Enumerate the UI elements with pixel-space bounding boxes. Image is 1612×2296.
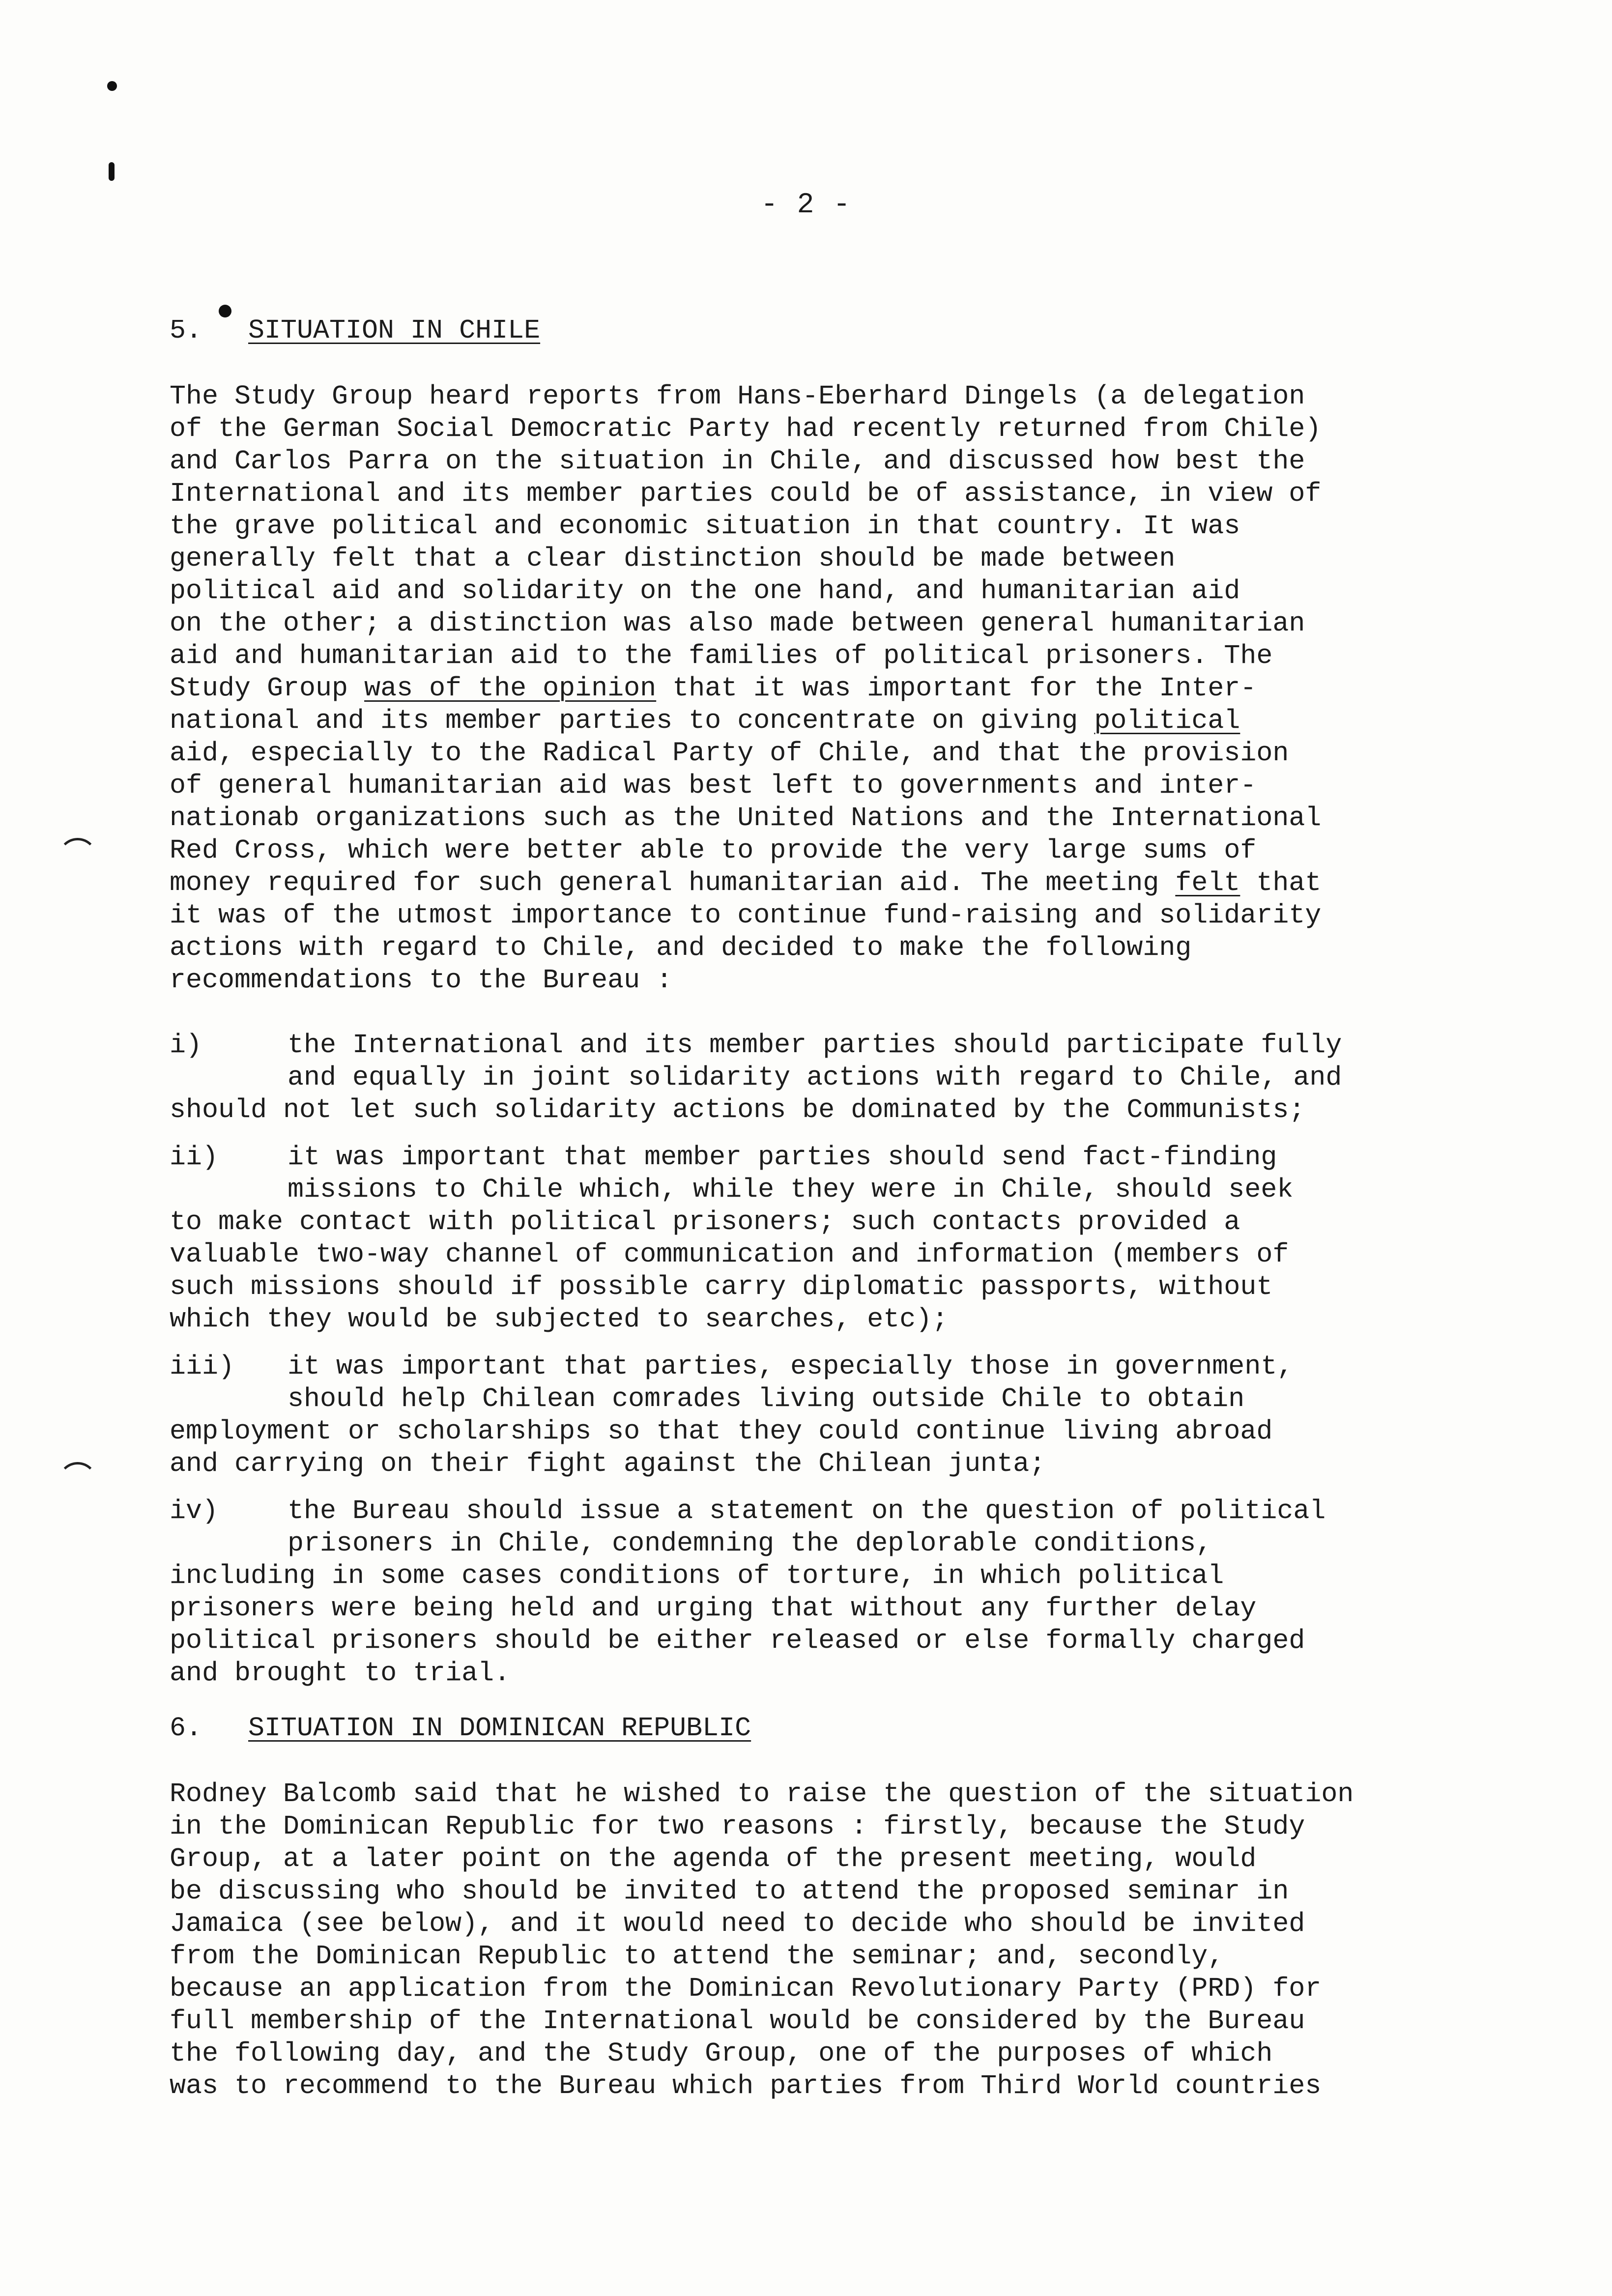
text-segment: and Carlos Parra on the situation in Chile, and discussed how best the xyxy=(170,446,1305,477)
paragraph-line: in the Dominican Republic for two reasons : firstly, because the Study xyxy=(170,1811,1305,1842)
paragraph-line: the following day, and the Study Group, one of the purposes of which xyxy=(170,2038,1273,2069)
recommendation-item xyxy=(170,1350,1612,1480)
item-marker: i) xyxy=(170,1030,202,1061)
paragraph-line: from the Dominican Republic to attend the seminar; and, secondly, xyxy=(170,1941,1224,1972)
paragraph-line xyxy=(170,445,1612,478)
paragraph-line xyxy=(170,770,1612,802)
item-continuation-line: missions to Chile which, while they were in Chile, should seek xyxy=(288,1174,1294,1205)
text-segment: money required for such general humanitarian aid. The meeting xyxy=(170,867,1176,898)
paragraph-line: Jamaica (see below), and it would need to decide who should be invited xyxy=(170,1908,1305,1939)
text-segment: International and its member parties could be of assistance, in view of xyxy=(170,478,1322,509)
paragraph-line: full membership of the International would be considered by the Bureau xyxy=(170,2006,1305,2037)
paragraph-line xyxy=(170,607,1612,640)
paragraph-line xyxy=(170,964,1612,997)
item-continuation-line: which they would be subjected to searches, etc); xyxy=(170,1304,949,1335)
paragraph-line xyxy=(170,737,1612,770)
item-marker: ii) xyxy=(170,1142,219,1173)
text-segment: nationab organizations such as the United Nations and the International xyxy=(170,803,1322,833)
text-segment: the grave political and economic situation in that country. It was xyxy=(170,511,1240,542)
paragraph-line: was to recommend to the Bureau which parties from Third World countries xyxy=(170,2070,1322,2101)
section-6-heading xyxy=(170,1712,1612,1745)
underlined-phrase: political xyxy=(1094,705,1240,736)
recommendations-list xyxy=(170,1029,1612,1690)
text-segment: on the other; a distinction was also made between general humanitarian xyxy=(170,608,1305,639)
paragraph-line: be discussing who should be invited to attend the proposed seminar in xyxy=(170,1876,1289,1907)
paragraph-line: Rodney Balcomb said that he wished to raise the question of the situation xyxy=(170,1779,1354,1809)
text-segment: it was of the utmost importance to continue fund-raising and solidarity xyxy=(170,900,1322,931)
item-continuation-line: including in some cases conditions of torture, in which political xyxy=(170,1560,1224,1591)
punch-hole-arc-upper xyxy=(58,838,97,877)
item-marker: iii) xyxy=(170,1351,235,1382)
paragraph-line xyxy=(170,575,1612,607)
section-6-title: SITUATION IN DOMINICAN REPUBLIC xyxy=(248,1713,751,1744)
text-segment: recommendations to the Bureau : xyxy=(170,965,673,996)
item-continuation-line: should help Chilean comrades living outside Chile to obtain xyxy=(288,1383,1245,1414)
paragraph-line xyxy=(170,834,1612,867)
paragraph-line: because an application from the Dominican Revolutionary Party (PRD) for xyxy=(170,1973,1322,2004)
item-continuation-line: prisoners in Chile, condemning the deplorable conditions, xyxy=(288,1528,1212,1559)
recommendation-first-line xyxy=(170,1029,1612,1062)
paragraph-line xyxy=(170,413,1612,445)
recommendation-item xyxy=(170,1029,1612,1126)
item-continuation-line: valuable two-way channel of communication and information (members of xyxy=(170,1239,1289,1270)
text-segment: Red Cross, which were better able to provide the very large sums of xyxy=(170,835,1257,866)
text-segment: political aid and solidarity on the one hand, and humanitarian aid xyxy=(170,575,1240,606)
paragraph-line xyxy=(170,705,1612,737)
recommendation-first-line xyxy=(170,1495,1612,1527)
recommendation-first-line xyxy=(170,1141,1612,1174)
text-segment: that xyxy=(1240,867,1322,898)
item-continuation-line: and carrying on their fight against the Chilean junta; xyxy=(170,1448,1046,1479)
text-segment: generally felt that a clear distinction should be made between xyxy=(170,543,1176,574)
punch-hole-arc-lower xyxy=(58,1462,97,1501)
margin-dot-mark xyxy=(107,81,117,91)
paragraph-line xyxy=(170,543,1612,575)
document-body xyxy=(170,315,1612,2102)
item-continuation-line: to make contact with political prisoners; such contacts provided a xyxy=(170,1206,1240,1237)
paragraph-line xyxy=(170,510,1612,543)
text-segment: Study Group xyxy=(170,673,365,704)
paragraph-line xyxy=(170,932,1612,964)
item-continuation-line: political prisoners should be either released or else formally charged xyxy=(170,1625,1305,1656)
text-segment: national and its member parties to concentrate on giving xyxy=(170,705,1094,736)
section-5-paragraph xyxy=(170,380,1612,997)
underlined-phrase: was of the opinion xyxy=(364,673,657,704)
recommendation-item xyxy=(170,1141,1612,1336)
text-segment: actions with regard to Chile, and decided to make the following xyxy=(170,932,1192,963)
item-continuation-line: should not let such solidarity actions be dominated by the Communists; xyxy=(170,1094,1305,1125)
text-segment: of general humanitarian aid was best left to governments and inter- xyxy=(170,770,1257,801)
underlined-phrase: felt xyxy=(1175,867,1240,898)
paragraph-line xyxy=(170,672,1612,705)
item-text: it was important that parties, especially those in government, xyxy=(288,1351,1294,1382)
page-number: - 2 - xyxy=(760,189,852,221)
text-segment: of the German Social Democratic Party had recently returned from Chile) xyxy=(170,413,1322,444)
paragraph-line xyxy=(170,899,1612,932)
text-segment: The Study Group heard reports from Hans-Eberhard Dingels (a delegation xyxy=(170,381,1305,412)
section-5-heading xyxy=(170,315,1612,347)
text-segment: aid and humanitarian aid to the families of political prisoners. The xyxy=(170,640,1273,671)
paragraph-line xyxy=(170,478,1612,510)
item-continuation-line: and brought to trial. xyxy=(170,1658,511,1689)
section-5-number: 5. xyxy=(170,315,202,346)
paragraph-line: Group, at a later point on the agenda of the present meeting, would xyxy=(170,1843,1257,1874)
margin-tick-mark xyxy=(109,162,115,181)
recommendation-item xyxy=(170,1495,1612,1690)
item-continuation-line: such missions should if possible carry diplomatic passports, without xyxy=(170,1271,1273,1302)
section-5-title: SITUATION IN CHILE xyxy=(248,315,541,346)
section-6-paragraph xyxy=(170,1778,1612,2102)
paragraph-line xyxy=(170,380,1612,413)
text-segment: that it was important for the Inter- xyxy=(656,673,1257,704)
text-segment: aid, especially to the Radical Party of Chile, and that the provision xyxy=(170,738,1289,769)
item-continuation-line: prisoners were being held and urging that without any further delay xyxy=(170,1593,1257,1624)
paragraph-line xyxy=(170,867,1612,899)
item-text: the Bureau should issue a statement on the question of political xyxy=(288,1495,1326,1526)
item-continuation-line: and equally in joint solidarity actions with regard to Chile, and xyxy=(288,1062,1342,1093)
section-6-number: 6. xyxy=(170,1713,202,1744)
item-text: it was important that member parties should send fact-finding xyxy=(288,1142,1277,1173)
recommendation-first-line xyxy=(170,1350,1612,1383)
item-text: the International and its member parties should participate fully xyxy=(288,1030,1342,1061)
item-continuation-line: employment or scholarships so that they could continue living abroad xyxy=(170,1416,1273,1447)
paragraph-line xyxy=(170,802,1612,834)
item-marker: iv) xyxy=(170,1495,219,1526)
paragraph-line xyxy=(170,640,1612,672)
